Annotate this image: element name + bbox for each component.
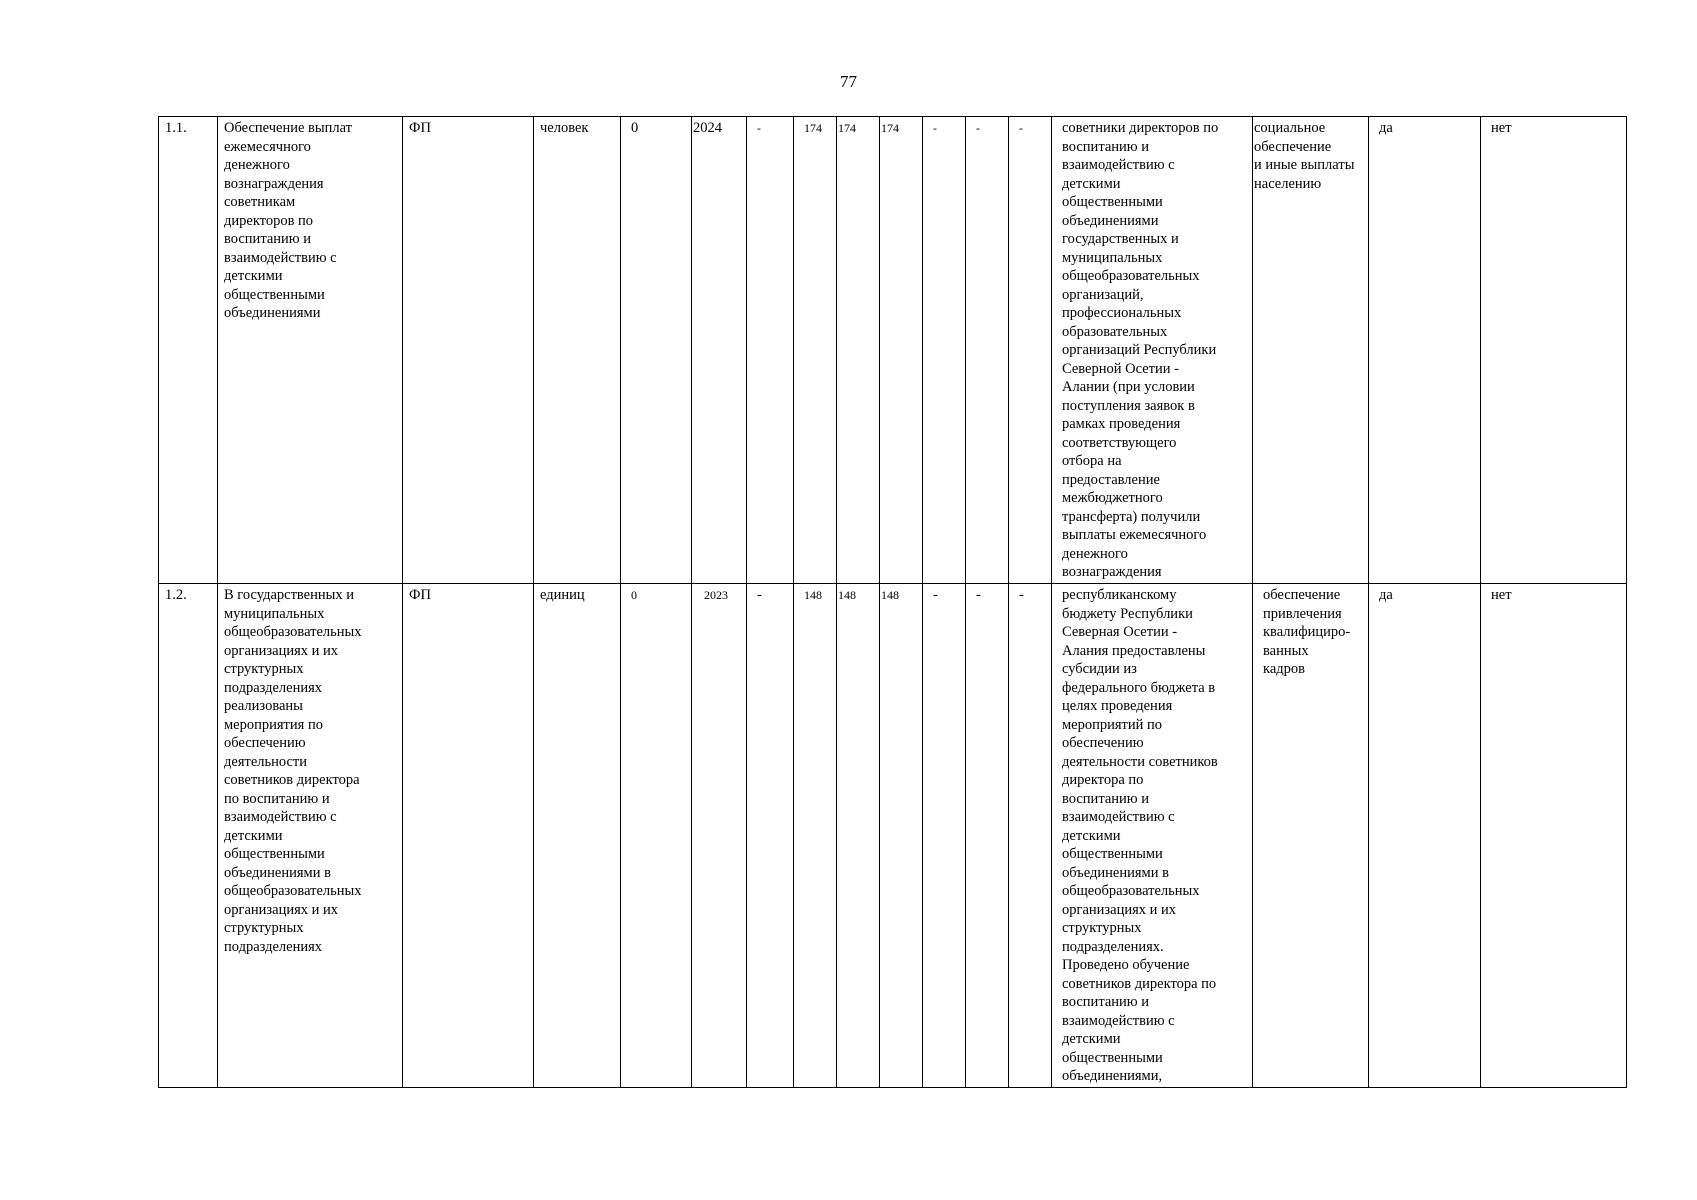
base-value: 0 — [621, 117, 692, 584]
value-1: - — [747, 117, 794, 584]
value-3: 148 — [837, 584, 880, 1088]
measure-type: ФП — [403, 584, 534, 1088]
value-2: 148 — [794, 584, 837, 1088]
table-row — [159, 117, 1627, 584]
unit: единиц — [534, 584, 621, 1088]
page-number: 77 — [840, 72, 857, 91]
value-4: 174 — [880, 117, 923, 584]
value-6: - — [966, 117, 1009, 584]
value-6: - — [966, 584, 1009, 1088]
measure-type: ФП — [403, 117, 534, 584]
flag-1: да — [1369, 584, 1481, 1088]
unit: человек — [534, 117, 621, 584]
measure-name: В государственных и муниципальных общеобразовательных организациях и их структурных подразделениях реализованы мероприятия по обеспечению деятельности советников директора по воспитанию и взаимодействию с детскими общественными объединениями в общеобразовательных организациях и их структурных подразделениях — [218, 584, 403, 1088]
category: обеспечение привлечения квалифициро- ванных кадров — [1253, 584, 1369, 1088]
value-2: 174 — [794, 117, 837, 584]
flag-2: нет — [1481, 117, 1627, 584]
row-number: 1.1. — [159, 117, 218, 584]
table-row — [159, 584, 1627, 1088]
value-7: - — [1009, 584, 1052, 1088]
category: социальное обеспечение и иные выплаты населению — [1253, 117, 1369, 584]
value-3: 174 — [837, 117, 880, 584]
value-4: 148 — [880, 584, 923, 1088]
result-description: республиканскому бюджету Республики Северная Осетии - Алания предоставлены субсидии из федерального бюджета в целях проведения мероприятий по обеспечению деятельности советников директора по воспитанию и взаимодействию с детскими общественными объединениями в общеобразовательных организациях и их структурных подразделениях. Проведено обучение советников директора по воспитанию и взаимодействию с детскими общественными объединениями, — [1052, 584, 1253, 1088]
value-7: - — [1009, 117, 1052, 584]
flag-2: нет — [1481, 584, 1627, 1088]
value-5: - — [923, 117, 966, 584]
base-value: 0 — [621, 584, 692, 1088]
result-description: советники директоров по воспитанию и взаимодействию с детскими общественными объединениями государственных и муниципальных общеобразовательных организаций, профессиональных образовательных организаций Республики Северной Осетии - Алании (при условии поступления заявок в рамках проведения соответствующего отбора на предоставление межбюджетного трансферта) получили выплаты ежемесячного денежного вознаграждения — [1052, 117, 1253, 584]
base-year: 2023 — [692, 584, 747, 1088]
flag-1: да — [1369, 117, 1481, 584]
base-year: 2024 — [692, 117, 747, 584]
indicators-table — [158, 116, 1627, 1088]
value-1: - — [747, 584, 794, 1088]
value-5: - — [923, 584, 966, 1088]
measure-name: Обеспечение выплат ежемесячного денежного вознаграждения советникам директоров по воспитанию и взаимодействию с детскими общественными объединениями — [218, 117, 403, 584]
row-number: 1.2. — [159, 584, 218, 1088]
